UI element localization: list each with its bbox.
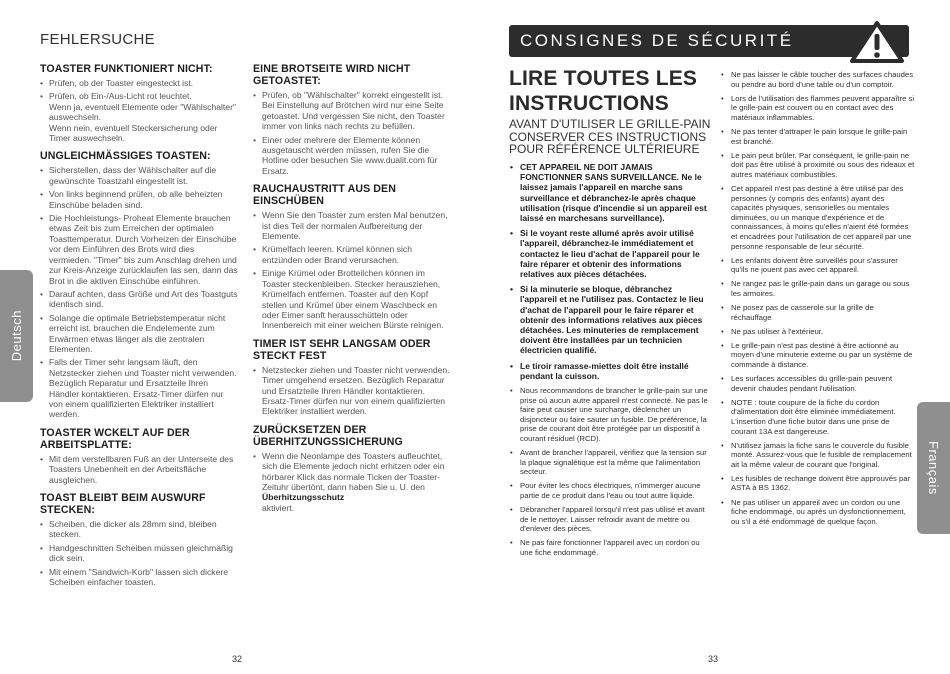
- list-item: • Scheiben, die dicker als 28mm sind, bleiben stecken.: [40, 519, 238, 540]
- right-page: [475, 0, 950, 674]
- language-tab-francais: [917, 402, 950, 534]
- list-item: [253, 451, 451, 513]
- emphasis-term: Überhitzungsschutz: [262, 492, 345, 503]
- section-heading: UNGLEICHMÄSSIGES TOASTEN:: [40, 150, 211, 163]
- list-item: • Ne rangez pas le grille-pain dans un garage ou sous les armoires.: [720, 279, 916, 298]
- list-item: • Netzstecker ziehen und Toaster nicht verwenden. Timer umgehend ersetzen. Bezüglich Reparatur und Ersatzteile Ihren Händler kontaktieren. Ersatz-Timer dürfen nur von einem qualifizierten Elektriker installiert werden.: [253, 365, 451, 417]
- list-item: • Les enfants doivent être surveillés pour s'assurer qu'ils ne jouent pas avec cet appareil.: [720, 256, 916, 275]
- list-item: • Avant de brancher l'appareil, vérifiez que la tension sur la plaque signalétique est la même que l'alimentation secteur.: [509, 448, 709, 477]
- list-item: • Prüfen, ob der Toaster eingesteckt ist.: [40, 78, 238, 88]
- section-heading: EINE BROTSEITE WIRD NICHT GETOASTET:: [253, 63, 411, 87]
- list-item: • Die Hochleistungs- Proheat Elemente brauchen etwas Zeit bis zum Erreichen der optimalen Toasttemperatur. Durch Vorheizen der Einschübe vor dem Einführen des Brots wird dies vermieden. "Timer" bis zum Anschlag drehen und zur Kreis-Anzeige zurücklaufen las sen, dann das Brot in die aktiven Einschübe einführen.: [40, 213, 238, 286]
- page-title: FEHLERSUCHE: [40, 31, 155, 48]
- page-number: 32: [232, 654, 243, 664]
- list-item: • Ne pas tenter d'attraper le pain lorsque le grille-pain est branché.: [720, 127, 916, 146]
- list-item: • Einige Krümel oder Brotteilchen können im Toaster steckenbleiben. Stecker herausziehen, Krümelfach entfernen. Toaster auf den Kopf stellen und Krümel über einem Waschbeck en oder Eimer sanft herausschütteln oder Innenbereich mit einer weichen Bürste reinigen.: [253, 268, 451, 330]
- section-toaster-not-working: [40, 63, 238, 143]
- list-item: • Einer oder mehrere der Elemente können ausgetauscht werden müssen, rufen Sie die Hotline oder besuchen Sie www.dualit.com für Ersatz.: [253, 135, 451, 177]
- list-item: • Lors de l'utilisation des flammes peuvent apparaître si le grille-pain est couvert ou en contact avec des matériaux inflammables.: [720, 94, 916, 123]
- list-item: • Débrancher l'appareil lorsqu'il n'est pas utilisé et avant de le nettoyer. Laisser refroidir avant de mettre ou d'enlever des pièces.: [509, 505, 709, 534]
- list-item: • Wenn Sie den Toaster zum ersten Mal benutzen, ist dies Teil der normalen Aufbereitung der Elemente.: [253, 210, 451, 241]
- list-item: • Solange die optimale Betriebstemperatur nicht erreicht ist, brauchen die Endelemente zum Erwärmen etwas länger als die zentralen Elementen.: [40, 313, 238, 355]
- warning-triangle-icon: [849, 20, 905, 64]
- list-item: • Nous recommandons de brancher le grille-pain sur une prise où aucun autre appareil n'est connecté. Ne pas le faire peut causer une surcharge, déclencher un disjoncteur ou faire sauter un fusible. De préférence, la prise de courant doit être protégée par un dispositif à courant résiduel (RCD).: [509, 386, 709, 444]
- list-item: • Pour éviter les chocs électriques, n'immerger aucune partie de ce produit dans l'eau ou tout autre liquide.: [509, 481, 709, 500]
- page-number: 33: [708, 654, 719, 664]
- list-item: • Prüfen, ob Ein-/Aus-Licht rot leuchtet. Wenn ja, eventuell Elemente oder "Wählschalter" auswechseln. Wenn nein, eventuell Steckersicherung oder Timer auswechseln.: [40, 91, 238, 143]
- list-item: • NOTE : toute coupure de la fiche du cordon d'alimentation doit être éliminée immédiatement. L'insertion d'une fiche butoir dans une prise de courant 13A est dangereuse.: [720, 398, 916, 436]
- section-heading: ZURÜCKSETZEN DER ÜBERHITZUNGSSICHERUNG: [253, 423, 403, 448]
- list-item: • Handgeschnitten Scheiben müssen gleichmäßig dick sein.: [40, 543, 238, 564]
- list-item: • Falls der Timer sehr langsam läuft, den Netzstecker ziehen und Toaster nicht verwenden. Bezüglich Reparatur und Ersatzteile Ihren Händler kontaktieren. Ersatz-Timer dürfen nur von einem qualifizierten Elektriker installiert werden.: [40, 357, 238, 419]
- list-item: • Si la minuterie se bloque, débranchez l'appareil et ne l'utilisez pas. Contactez le lieu d'achat de l'appareil pour le faire réparer et obtenir des informations relatives aux pièces détachées. Les minuteries de remplacement doivent être installées par un technicien électricien qualifié.: [509, 284, 709, 355]
- list-item: • Von links beginnend prüfen, ob alle beheizten Einschübe beladen sind.: [40, 189, 238, 210]
- list-item: • Les fusibles de rechange doivent être approuvés par ASTA à BS 1362.: [720, 474, 916, 493]
- language-tab-label: Français: [926, 441, 941, 495]
- list-item: • Le grille-pain n'est pas destiné à être actionné au moyen d'une minuterie externe ou par un système de commande à distance.: [720, 341, 916, 370]
- sub-heading: AVANT D'UTILISER LE GRILLE-PAIN CONSERVER CES INSTRUCTIONS POUR RÉFÉRENCE ULTÉRIEURE: [509, 117, 711, 157]
- section-heading: TOAST BLEIBT BEIM AUSWURF STECKEN:: [40, 492, 206, 516]
- section-reset-overheat: [253, 424, 451, 513]
- list-item: • Ne pas faire fonctionner l'appareil avec un cordon ou une fiche endommagé.: [509, 538, 709, 557]
- section-toaster-wobbles: [40, 427, 238, 485]
- list-item: • Cet appareil n'est pas destiné à être utilisé par des personnes (y compris des enfants) ayant des capacités physiques, sensorielles ou mentales diminuées, ou un manque d'expérience et de connaissances, à moins qu'elles n'aient été formées et encadrées pour l'utilisation de cet appareil par une personne responsable de leur sécurité.: [720, 184, 916, 251]
- list-item: • Darauf achten, dass Größe und Art des Toastguts identisch sind.: [40, 289, 238, 310]
- list-item-text: Wenn die Neonlampe des Toasters aufleuchtet, sich die Elemente jedoch nicht erhitzen oder ein hörbarer Klick das normale Ticken der Toaster-Zeituhr übertönt, dann haben Sie u. U. den: [262, 450, 445, 492]
- left-column-1: [40, 63, 238, 594]
- list-item-text: aktiviert.: [262, 502, 294, 513]
- right-column-2: [720, 70, 916, 531]
- list-item: • Ne posez pas de casserole sur la grille de réchauffage: [720, 303, 916, 322]
- section-one-side-not-toasted: [253, 63, 451, 176]
- section-timer-slow: [253, 338, 451, 417]
- list-item: • Prüfen, ob "Wählschalter" korrekt eingestellt ist. Bei Einstellung auf Brötchen wird nur eine Seite getoastet. Und vergessen Sie nicht, den Toaster immer von links nach rechts zu befüllen.: [253, 90, 451, 132]
- list-item: • Les surfaces accessibles du grille-pain peuvent devenir chaudes pendant l'utilisation.: [720, 374, 916, 393]
- list-item: • Mit einem "Sandwich-Korb" lassen sich dickere Scheiben einfacher toasten.: [40, 567, 238, 588]
- list-item: • Krümelfach leeren. Krümel können sich entzünden oder Brand verursachen.: [253, 244, 451, 265]
- language-tab-deutsch: [0, 270, 33, 402]
- list-item: • Ne pas laisser le câble toucher des surfaces chaudes ou pendre au bord d'une table ou d'un comptoir.: [720, 70, 916, 89]
- section-heading: TOASTER FUNKTIONIERT NICHT:: [40, 63, 213, 75]
- list-item: • Ne pas utiliser à l'extérieur.: [720, 327, 916, 337]
- section-toast-stuck: [40, 492, 238, 587]
- section-smoke: [253, 183, 451, 330]
- left-column-2: [253, 63, 451, 520]
- list-item: • Le tiroir ramasse-miettes doit être installé pendant la cuisson.: [509, 361, 709, 381]
- section-uneven-toasting: [40, 150, 238, 419]
- section-heading: TOASTER WCKELT AUF DER ARBEITSPLATTE:: [40, 426, 190, 451]
- list-item: • Sicherstellen, dass der Wählschalter auf die gewünschte Toastzahl eingestellt ist.: [40, 165, 238, 186]
- list-item: • N'utilisez jamais la fiche sans le couvercle du fusible monté. Assurez-vous que le fusible de remplacement ait la même valeur de courant que l'original.: [720, 441, 916, 470]
- list-item: • Le pain peut brûler. Par conséquent, le grille-pain ne doit pas être utilisé à proximité ou sous des rideaux et autres matériaux combustibles.: [720, 151, 916, 180]
- language-tab-label: Deutsch: [9, 310, 24, 362]
- section-heading: RAUCHAUSTRITT AUS DEN EINSCHÜBEN: [253, 183, 396, 208]
- main-heading: LIRE TOUTES LES INSTRUCTIONS: [509, 67, 698, 115]
- section-heading: TIMER IST SEHR LANGSAM ODER STECKT FEST: [253, 337, 431, 362]
- right-column-1: [509, 162, 709, 562]
- list-item: • Ne pas utiliser un appareil avec un cordon ou une fiche endommagé, ou après un dysfonctionnement, ou s'il a été endommagé de quelque façon.: [720, 498, 916, 527]
- list-item: • Mit dem verstellbaren Fuß an der Unterseite des Toasters Unebenheit en der Arbeitsfläche ausgleichen.: [40, 454, 238, 485]
- list-item: • CET APPAREIL NE DOIT JAMAIS FONCTIONNER SANS SURVEILLANCE. Ne le laissez jamais l'appareil en marche sans surveillance et débranchez-le après chaque utilisation (risque d'incendie si un appareil est laissé en marchesans surveillance).: [509, 162, 709, 223]
- list-item: • Si le voyant reste allumé après avoir utilisé l'appareil, débranchez-le immédiatement et contactez le lieu d'achat de l'appareil pour le faire réparer et obtenir des informations relatives aux pièces détachées.: [509, 228, 709, 279]
- banner-title: CONSIGNES DE SÉCURITÉ: [520, 31, 794, 50]
